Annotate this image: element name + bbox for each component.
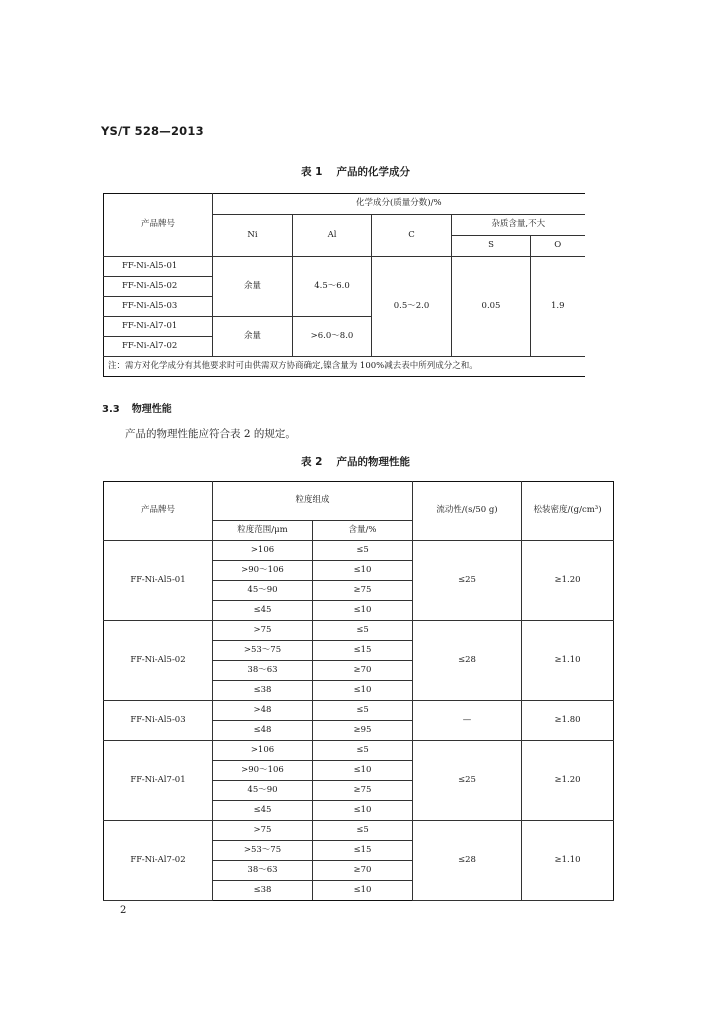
t2-range: ≤45: [213, 601, 313, 621]
t1-row-grade: FF-Ni-Al5-01: [104, 257, 213, 277]
t2-content: ≤15: [313, 641, 413, 661]
t2-range: 45～90: [213, 581, 313, 601]
t1-head-al: Al: [293, 215, 372, 257]
section-heading: [102, 400, 172, 415]
t2-content: ≤5: [313, 741, 413, 761]
t2-content: ≤5: [313, 621, 413, 641]
t2-range: ≤38: [213, 881, 313, 901]
section-title: 物理性能: [131, 404, 172, 415]
t2-range: >90～106: [213, 761, 313, 781]
t2-density: ≥1.10: [522, 821, 614, 901]
t2-grade: FF-Ni-Al7-01: [104, 741, 213, 821]
t2-density: ≥1.10: [522, 621, 614, 701]
t2-head-grade: 产品牌号: [104, 482, 213, 541]
t2-content: ≤5: [313, 541, 413, 561]
t1-ni-al7: 余量: [213, 317, 293, 357]
table2-caption: [0, 454, 711, 469]
t1-ni-al5: 余量: [213, 257, 293, 317]
t2-range: ≤38: [213, 681, 313, 701]
t2-range: >106: [213, 541, 313, 561]
table1-caption: [0, 164, 711, 179]
t2-head-particle: 粒度组成: [213, 482, 413, 521]
t1-head-grade: 产品牌号: [104, 194, 213, 257]
t2-content: ≤10: [313, 881, 413, 901]
t2-content: ≤10: [313, 761, 413, 781]
t1-head-impurity: 杂质含量,不大: [452, 215, 585, 236]
t2-content: ≥75: [313, 581, 413, 601]
t2-range: 38～63: [213, 861, 313, 881]
t2-range: >53～75: [213, 641, 313, 661]
t2-range: ≤48: [213, 721, 313, 741]
section-paragraph: 产品的物理性能应符合表 2 的规定。: [125, 428, 296, 440]
t2-range: ≤45: [213, 801, 313, 821]
t1-row-grade: FF-Ni-Al7-01: [104, 317, 213, 337]
t2-range: >90～106: [213, 561, 313, 581]
t1-note: 注：需方对化学成分有其他要求时可由供需双方协商确定,镍含量为 100%减去表中所列成分之和。: [104, 357, 585, 377]
t1-row-grade: FF-Ni-Al5-02: [104, 277, 213, 297]
t1-c-value: 0.5～2.0: [372, 257, 452, 357]
t2-grade: FF-Ni-Al7-02: [104, 821, 213, 901]
t2-range: >106: [213, 741, 313, 761]
t2-content: ≤10: [313, 801, 413, 821]
table1-caption-number: 表 1: [301, 166, 323, 178]
chemical-composition-table: [103, 193, 585, 377]
t2-content: ≥70: [313, 861, 413, 881]
t2-range: >53～75: [213, 841, 313, 861]
t2-grade: FF-Ni-Al5-03: [104, 701, 213, 741]
t2-flow: ≤25: [413, 741, 522, 821]
t2-range: 45～90: [213, 781, 313, 801]
table1-caption-text: 产品的化学成分: [336, 166, 410, 178]
t1-head-o: O: [531, 236, 585, 257]
t1-s-value: 0.05: [452, 257, 531, 357]
t2-content: ≥75: [313, 781, 413, 801]
t1-row-grade: FF-Ni-Al7-02: [104, 337, 213, 357]
table2-caption-text: 产品的物理性能: [336, 456, 410, 468]
t2-head-range: 粒度范围/μm: [213, 521, 313, 541]
section-number: 3.3: [102, 404, 120, 415]
t2-density: ≥1.20: [522, 541, 614, 621]
t2-flow: —: [413, 701, 522, 741]
t1-head-composition: 化学成分(质量分数)/%: [213, 194, 585, 215]
t1-head-s: S: [452, 236, 531, 257]
t2-content: ≤5: [313, 701, 413, 721]
t2-density: ≥1.20: [522, 741, 614, 821]
t2-grade: FF-Ni-Al5-01: [104, 541, 213, 621]
t2-content: ≤15: [313, 841, 413, 861]
t1-head-c: C: [372, 215, 452, 257]
t1-al-al7: >6.0～8.0: [293, 317, 372, 357]
t2-flow: ≤25: [413, 541, 522, 621]
t2-head-flow: 流动性/(s/50 g): [413, 482, 522, 541]
t2-grade: FF-Ni-Al5-02: [104, 621, 213, 701]
physical-properties-table: [103, 481, 614, 901]
document-id: YS/T 528—2013: [101, 124, 204, 138]
t2-density: ≥1.80: [522, 701, 614, 741]
t1-head-ni: Ni: [213, 215, 293, 257]
t2-range: >75: [213, 621, 313, 641]
t2-flow: ≤28: [413, 821, 522, 901]
t2-range: >75: [213, 821, 313, 841]
t1-row-grade: FF-Ni-Al5-03: [104, 297, 213, 317]
t2-content: ≤10: [313, 681, 413, 701]
t2-content: ≤10: [313, 561, 413, 581]
t2-range: 38～63: [213, 661, 313, 681]
t1-o-value: 1.9: [531, 257, 585, 357]
table2-caption-number: 表 2: [301, 456, 323, 468]
t2-head-content: 含量/%: [313, 521, 413, 541]
t2-range: >48: [213, 701, 313, 721]
t2-head-density: 松装密度/(g/cm³): [522, 482, 614, 541]
t2-content: ≤5: [313, 821, 413, 841]
t2-content: ≤10: [313, 601, 413, 621]
page-number: 2: [120, 905, 127, 916]
t2-content: ≥95: [313, 721, 413, 741]
t1-al-al5: 4.5～6.0: [293, 257, 372, 317]
t2-content: ≥70: [313, 661, 413, 681]
t2-flow: ≤28: [413, 621, 522, 701]
